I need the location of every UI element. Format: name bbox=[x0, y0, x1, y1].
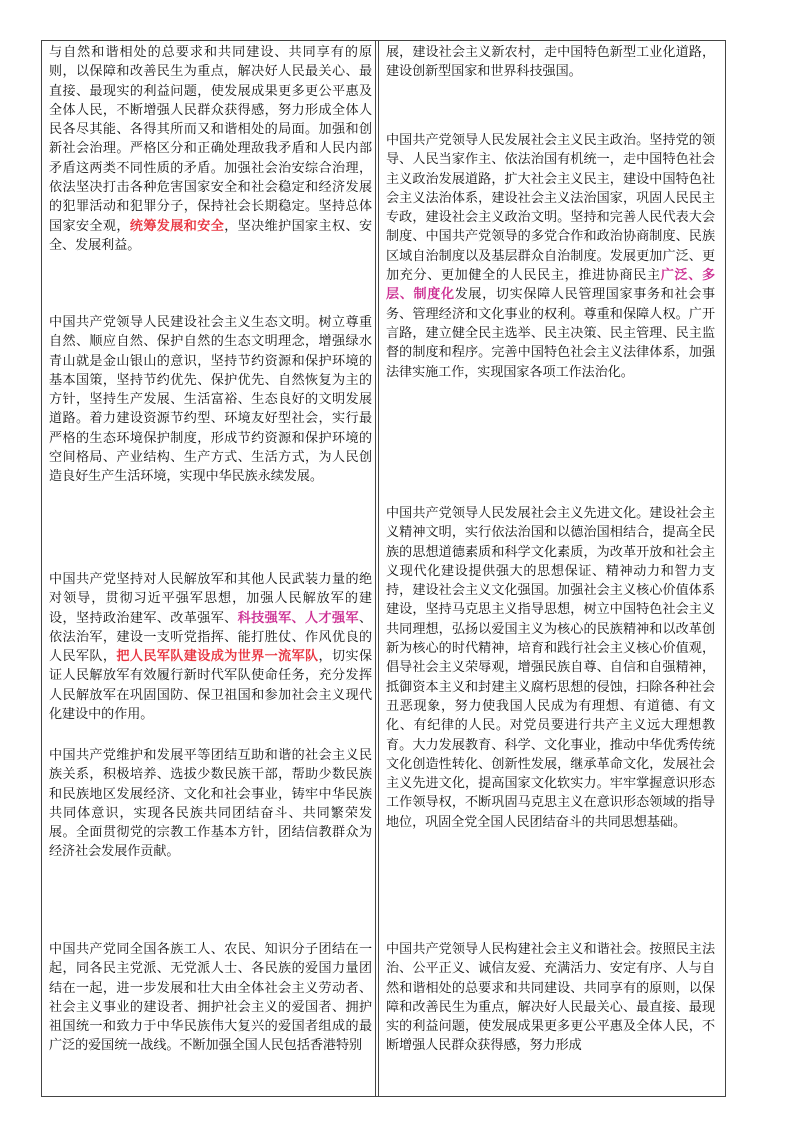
paragraph-l1 bbox=[49, 43, 372, 255]
body-text: 发展，切实保障人民管理国家事务和社会事务、管理经济和文化事业的权利。尊重和保障人权。广开言路，建立健全民主选举、民主决策、民主管理、民主监督的制度和程序。完善中国特色社会主义法律体系，加强法律实施工作，实现国家各项工作法治化。 bbox=[386, 287, 715, 380]
body-text: 中国共产党领导人民建设社会主义生态文明。树立尊重自然、顺应自然、保护自然的生态文明理念，增强绿水青山就是金山银山的意识，坚持节约资源和保护环境的基本国策，坚持节约优先、保护优先、自然恢复为主的方针，坚持生产发展、生活富裕、生态良好的文明发展道路。着力建设资源节约型、环境友好型社会，实行最严格的生态环境保护制度，形成节约资源和保护环境的空间格局、产业结构、生产方式、生活方式，为人民创造良好生产生活环境，实现中华民族永续发展。 bbox=[49, 315, 372, 485]
highlighted-text: 统筹发展和安全 bbox=[129, 218, 225, 234]
paragraph-l5 bbox=[49, 940, 372, 1056]
highlighted-text: 把人民军队建设成为世界一流军队 bbox=[116, 649, 319, 665]
body-text: ，坚决维护国家主权、安全、发展利益。 bbox=[49, 218, 373, 253]
paragraph-l4 bbox=[49, 746, 372, 862]
body-text: 中国共产党领导人民发展社会主义先进文化。建设社会主义精神文明，实行依法治国和以德治国相结合，提高全民族的思想道德素质和科学文化素质，为改革开放和社会主义现代化建设提供强大的思想保证、精神动力和智力支持，建设社会主义文化强国。加强社会主义核心价值体系建设，坚持马克思主义指导思想，树立中国特色社会主义共同理想，弘扬以爱国主义为核心的民族精神和以改革创新为核心的时代精神，培育和践行社会主义核心价值观，倡导社会主义荣辱观，增强民族自尊、自信和自强精神，抵御资本主义和封建主义腐朽思想的侵蚀，扫除各种社会丑恶现象，努力使我国人民成为有理想、有道德、有文化、有纪律的人民。对党员要进行共产主义远大理想教育。大力发展教育、科学、文化事业，推动中华优秀传统文化创造性转化、创新性发展，继承革命文化，发展社会主义先进文化，提高国家文化软实力。牢牢掌握意识形态工作领导权，不断巩固马克思主义在意识形态领域的指导地位，巩固全党全国人民团结奋斗的共同思想基础。 bbox=[386, 506, 715, 830]
body-text: 中国共产党领导人民发展社会主义民主政治。坚持党的领导、人民当家作主、依法治国有机统一，走中国特色社会主义政治发展道路，扩大社会主义民主，建设中国特色社会主义法治体系，建设社会主义法治国家，巩固人民民主专政，建设社会主义政治文明。坚持和完善人民代表大会制度、中国共产党领导的多党合作和政治协商制度、民族区域自治制度以及基层群众自治制度。发展更加广泛、更加充分、更加健全的人民民主，推进协商民主 bbox=[386, 133, 715, 284]
body-text: 中国共产党领导人民构建社会主义和谐社会。按照民主法治、公平正义、诚信友爱、充满活力、安定有序、人与自然和谐相处的总要求和共同建设、共同享有的原则，以保障和改善民生为重点，解决好人民最关心、最直接、最现实的利益问题，使发展成果更多更公平惠及全体人民，不断增强人民群众获得感，努力形成 bbox=[386, 942, 715, 1054]
highlighted-text: 广泛、多层、制度化 bbox=[386, 268, 715, 303]
paragraph-l3 bbox=[49, 570, 372, 724]
body-text: 展，建设社会主义新农村，走中国特色新型工业化道路，建设创新型国家和世界科技强国。 bbox=[386, 45, 715, 80]
paragraph-r4 bbox=[386, 940, 715, 1056]
paragraph-r2 bbox=[386, 131, 715, 382]
body-text: 中国共产党同全国各族工人、农民、知识分子团结在一起，同各民主党派、无党派人士、各民族的爱国力量团结在一起，进一步发展和壮大由全体社会主义劳动者、社会主义事业的建设者、拥护社会主义的爱国者、拥护祖国统一和致力于中华民族伟大复兴的爱国者组成的最广泛的爱国统一战线。不断加强全国人民包括香港特别 bbox=[49, 942, 372, 1054]
column-separator bbox=[375, 40, 379, 1097]
paragraph-l2 bbox=[49, 313, 372, 487]
body-text: 中国共产党维护和发展平等团结互助和谐的社会主义民族关系，积极培养、选拔少数民族干部，帮助少数民族和民族地区发展经济、文化和社会事业，铸牢中华民族共同体意识，实现各民族共同团结奋斗、共同繁荣发展。全面贯彻党的宗教工作基本方针，团结信教群众为经济社会发展作贡献。 bbox=[49, 748, 372, 860]
highlighted-text: 科技强军、人才强军 bbox=[237, 610, 359, 626]
body-text: 与自然和谐相处的总要求和共同建设、共同享有的原则，以保障和改善民生为重点，解决好人民最关心、最直接、最现实的利益问题，使发展成果更多更公平惠及全体人民，不断增强人民群众获得感，努力形成全体人民各尽其能、各得其所而又和谐相处的局面。加强和创新社会治理。严格区分和正确处理敌我矛盾和人民内部矛盾这两类不同性质的矛盾。加强社会治安综合治理，依法坚决打击各种危害国家安全和社会稳定和经济发展的犯罪活动和犯罪分子，保持社会长期稳定。坚持总体国家安全观， bbox=[49, 45, 372, 234]
paragraph-r3 bbox=[386, 504, 715, 832]
paragraph-r1 bbox=[386, 43, 715, 82]
body-text: 、依法治军，建设一支听党指挥、能打胜仗、作风优良的人民军队， bbox=[49, 610, 372, 665]
body-text: ，切实保证人民解放军有效履行新时代军队使命任务，充分发挥人民解放军在巩固国防、保卫祖国和参加社会主义现代化建设中的作用。 bbox=[49, 649, 373, 723]
body-text: 中国共产党坚持对人民解放军和其他人民武装力量的绝对领导，贯彻习近平强军思想，加强人民解放军的建设，坚持政治建军、改革强军、 bbox=[49, 572, 372, 626]
